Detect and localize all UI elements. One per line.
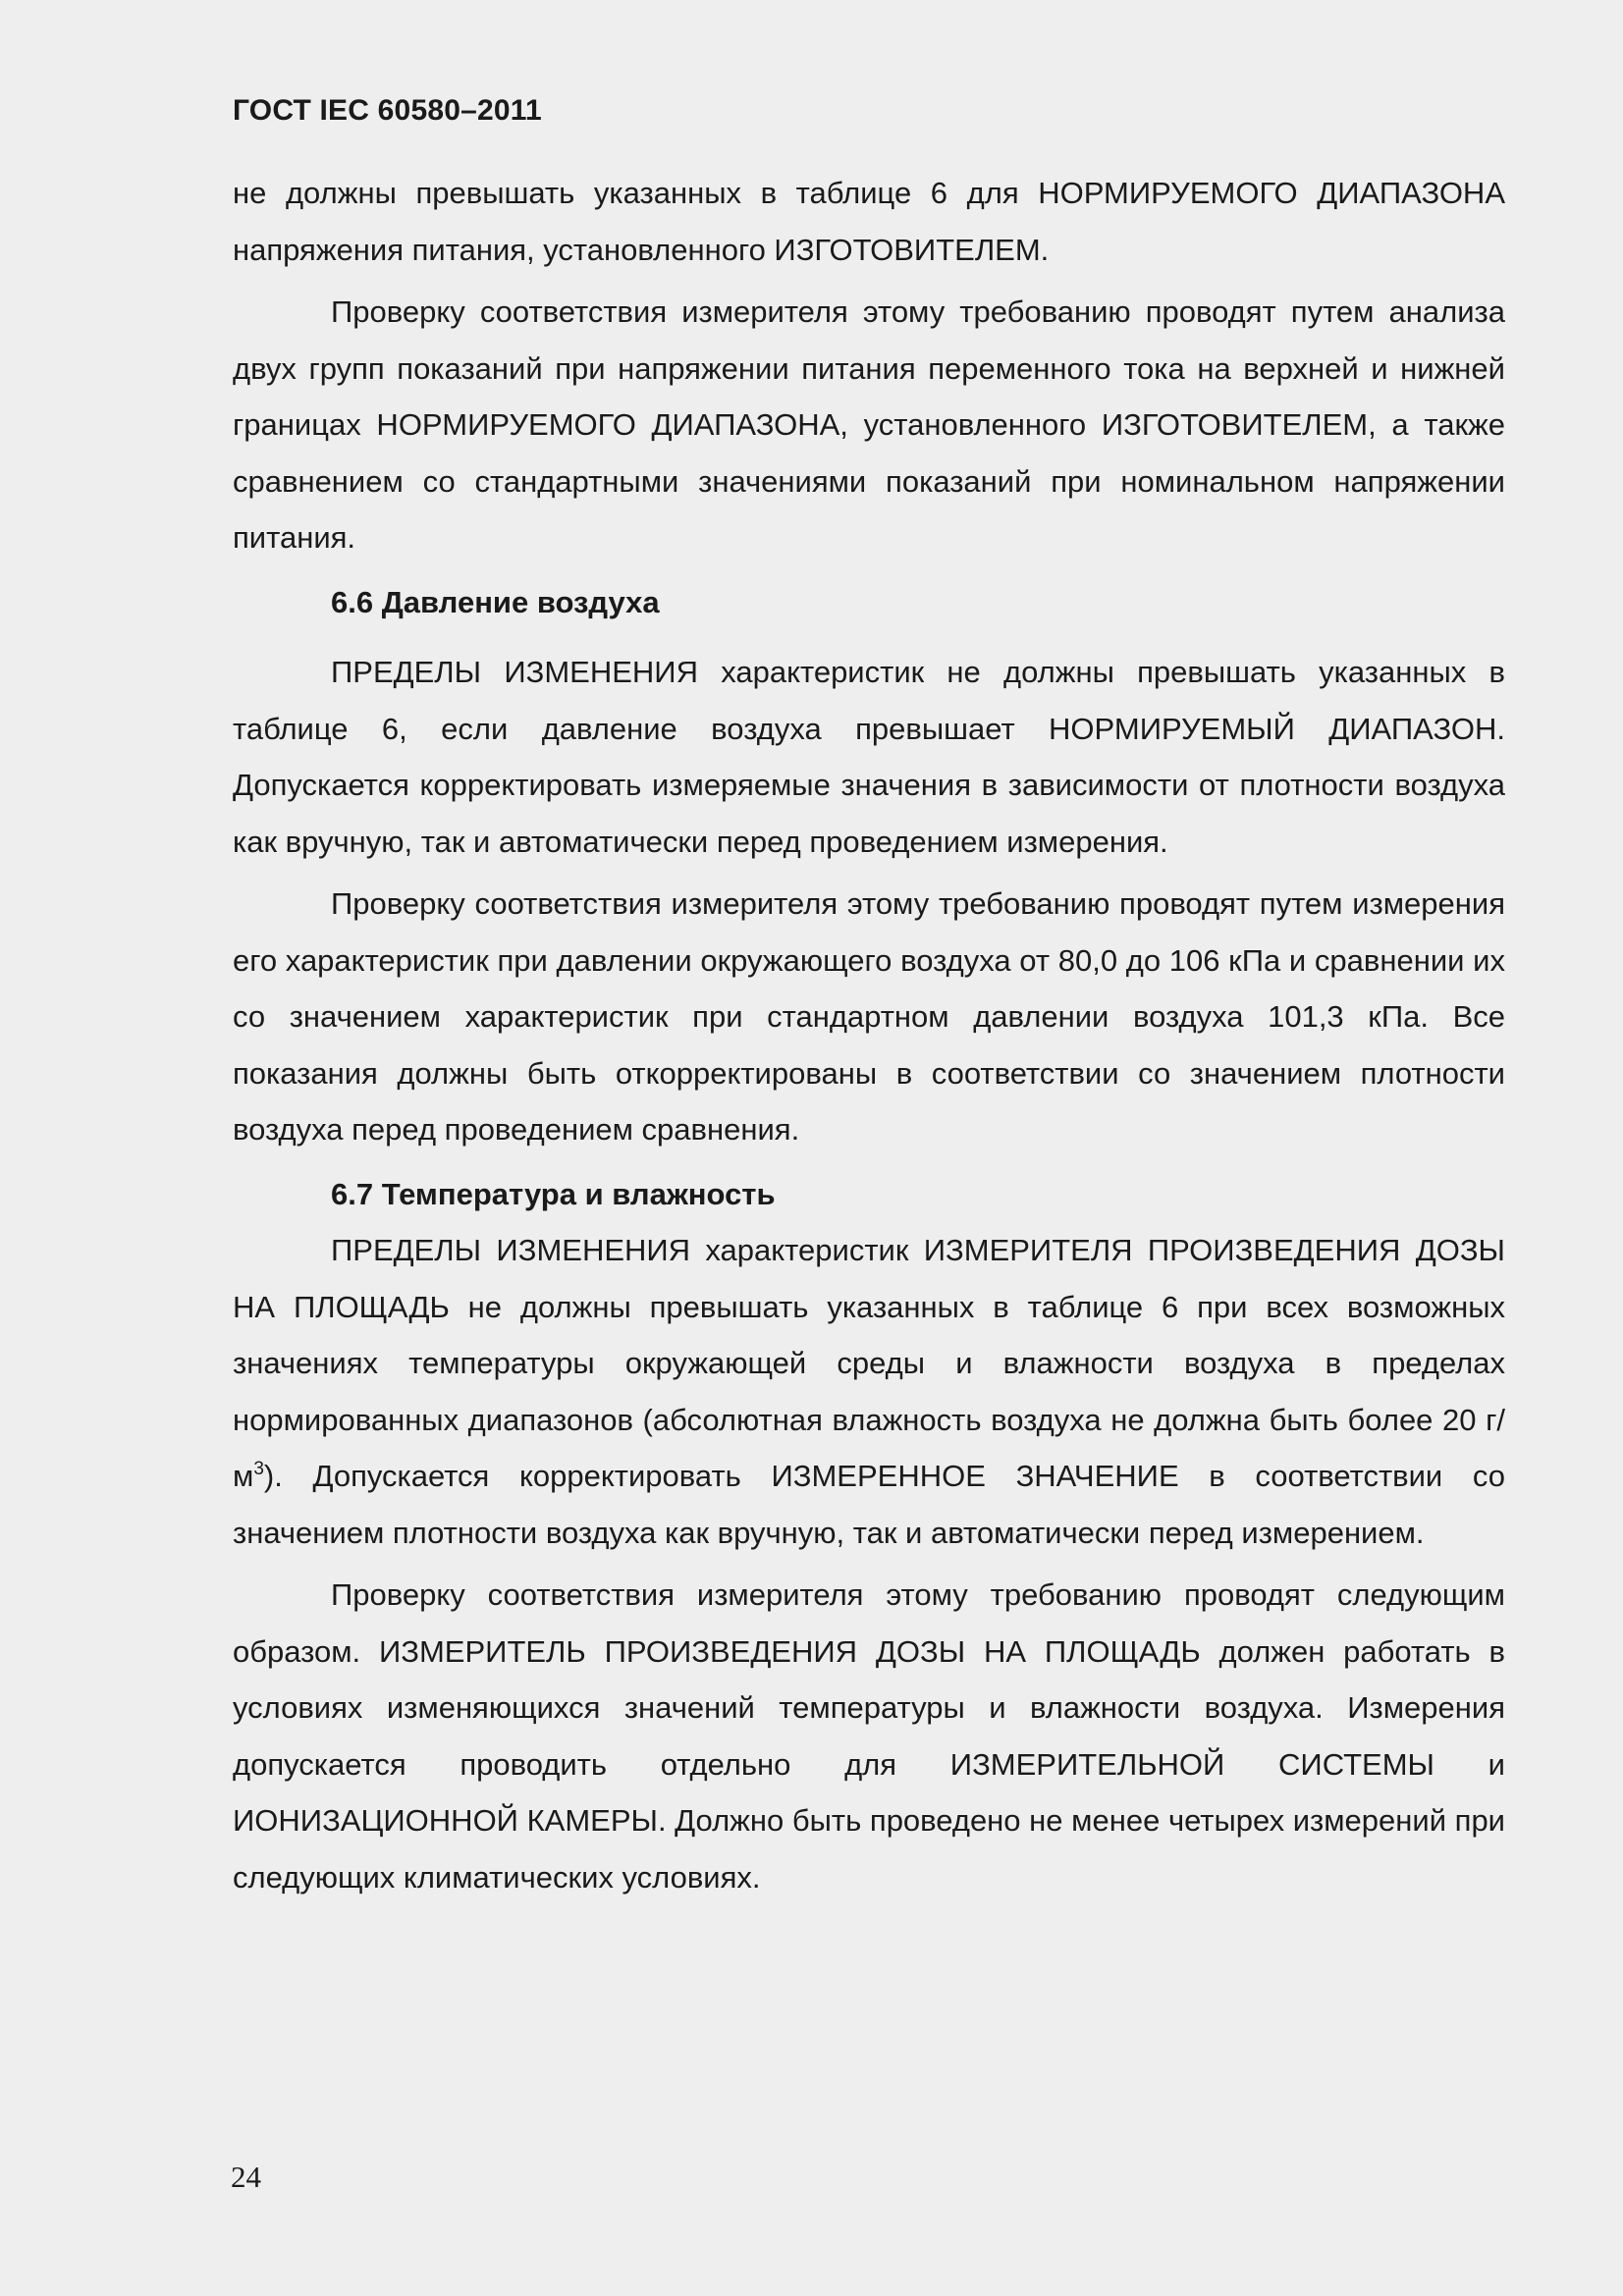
section-heading-6-6: 6.6 Давление воздуха bbox=[331, 584, 660, 619]
document-header: ГОСТ IEC 60580–2011 bbox=[233, 94, 542, 127]
paragraph-continuation: не должны превышать указанных в таблице 6 для НОРМИРУЕМОГО ДИАПАЗОНА напряжения питания, установленного ИЗГОТОВИТЕЛЕМ. bbox=[233, 176, 1505, 267]
section-heading-6-7: 6.7 Температура и влажность bbox=[331, 1176, 776, 1211]
paragraph-temperature-humidity-limits bbox=[233, 1222, 1505, 1561]
superscript-cube: 3 bbox=[253, 1459, 264, 1479]
paragraph-temperature-humidity-check: Проверку соответствия измерителя этому требованию проводят следующим образом. ИЗМЕРИТЕЛЬ ПРОИЗВЕДЕНИЯ ДОЗЫ НА ПЛОЩАДЬ должен работать в условиях изменяющихся значений температуры и влажности воздуха. Измерения допускается проводить отдельно для ИЗМЕРИТЕЛЬНОЙ СИСТЕМЫ и ИОНИЗАЦИОННОЙ КАМЕРЫ. Должно быть проведено не менее четырех измерений при следующих климатических условиях. bbox=[233, 1577, 1505, 1895]
document-body bbox=[233, 165, 1505, 1905]
paragraph-air-pressure-limits: ПРЕДЕЛЫ ИЗМЕНЕНИЯ характеристик не должны превышать указанных в таблице 6, если давление воздуха превышает НОРМИРУЕМЫЙ ДИАПАЗОН. Допускается корректировать измеряемые значения в зависимости от плотности воздуха как вручную, так и автоматически перед проведением измерения. bbox=[233, 655, 1505, 859]
paragraph-text-part-2: ). Допускается корректировать ИЗМЕРЕННОЕ ЗНАЧЕНИЕ в соответствии со значением плотности воздуха как вручную, так и автоматически перед измерением. bbox=[233, 1459, 1505, 1550]
paragraph-supply-voltage-check: Проверку соответствия измерителя этому требованию проводят путем анализа двух групп показаний при напряжении питания переменного тока на верхней и нижней границах НОРМИРУЕМОГО ДИАПАЗОНА, установленного ИЗГОТОВИТЕЛЕМ, а также сравнением со стандартными значениями показаний при номинальном напряжении питания. bbox=[233, 294, 1505, 555]
page-number: 24 bbox=[231, 2160, 261, 2194]
paragraph-air-pressure-check: Проверку соответствия измерителя этому требованию проводят путем измерения его характеристик при давлении окружающего воздуха от 80,0 до 106 кПа и сравнении их со значением характеристик при стандартном давлении воздуха 101,3 кПа. Все показания должны быть откорректированы в соответствии со значением плотности воздуха перед проведением сравнения. bbox=[233, 886, 1505, 1147]
paragraph-text-part-1: ПРЕДЕЛЫ ИЗМЕНЕНИЯ характеристик ИЗМЕРИТЕЛЯ ПРОИЗВЕДЕНИЯ ДОЗЫ НА ПЛОЩАДЬ не должны превышать указанных в таблице 6 при всех возможных значениях температуры окружающей среды и влажности воздуха в пределах нормированных диапазонов (абсолютная влажность воздуха не должна быть более 20 г/м bbox=[233, 1233, 1505, 1493]
